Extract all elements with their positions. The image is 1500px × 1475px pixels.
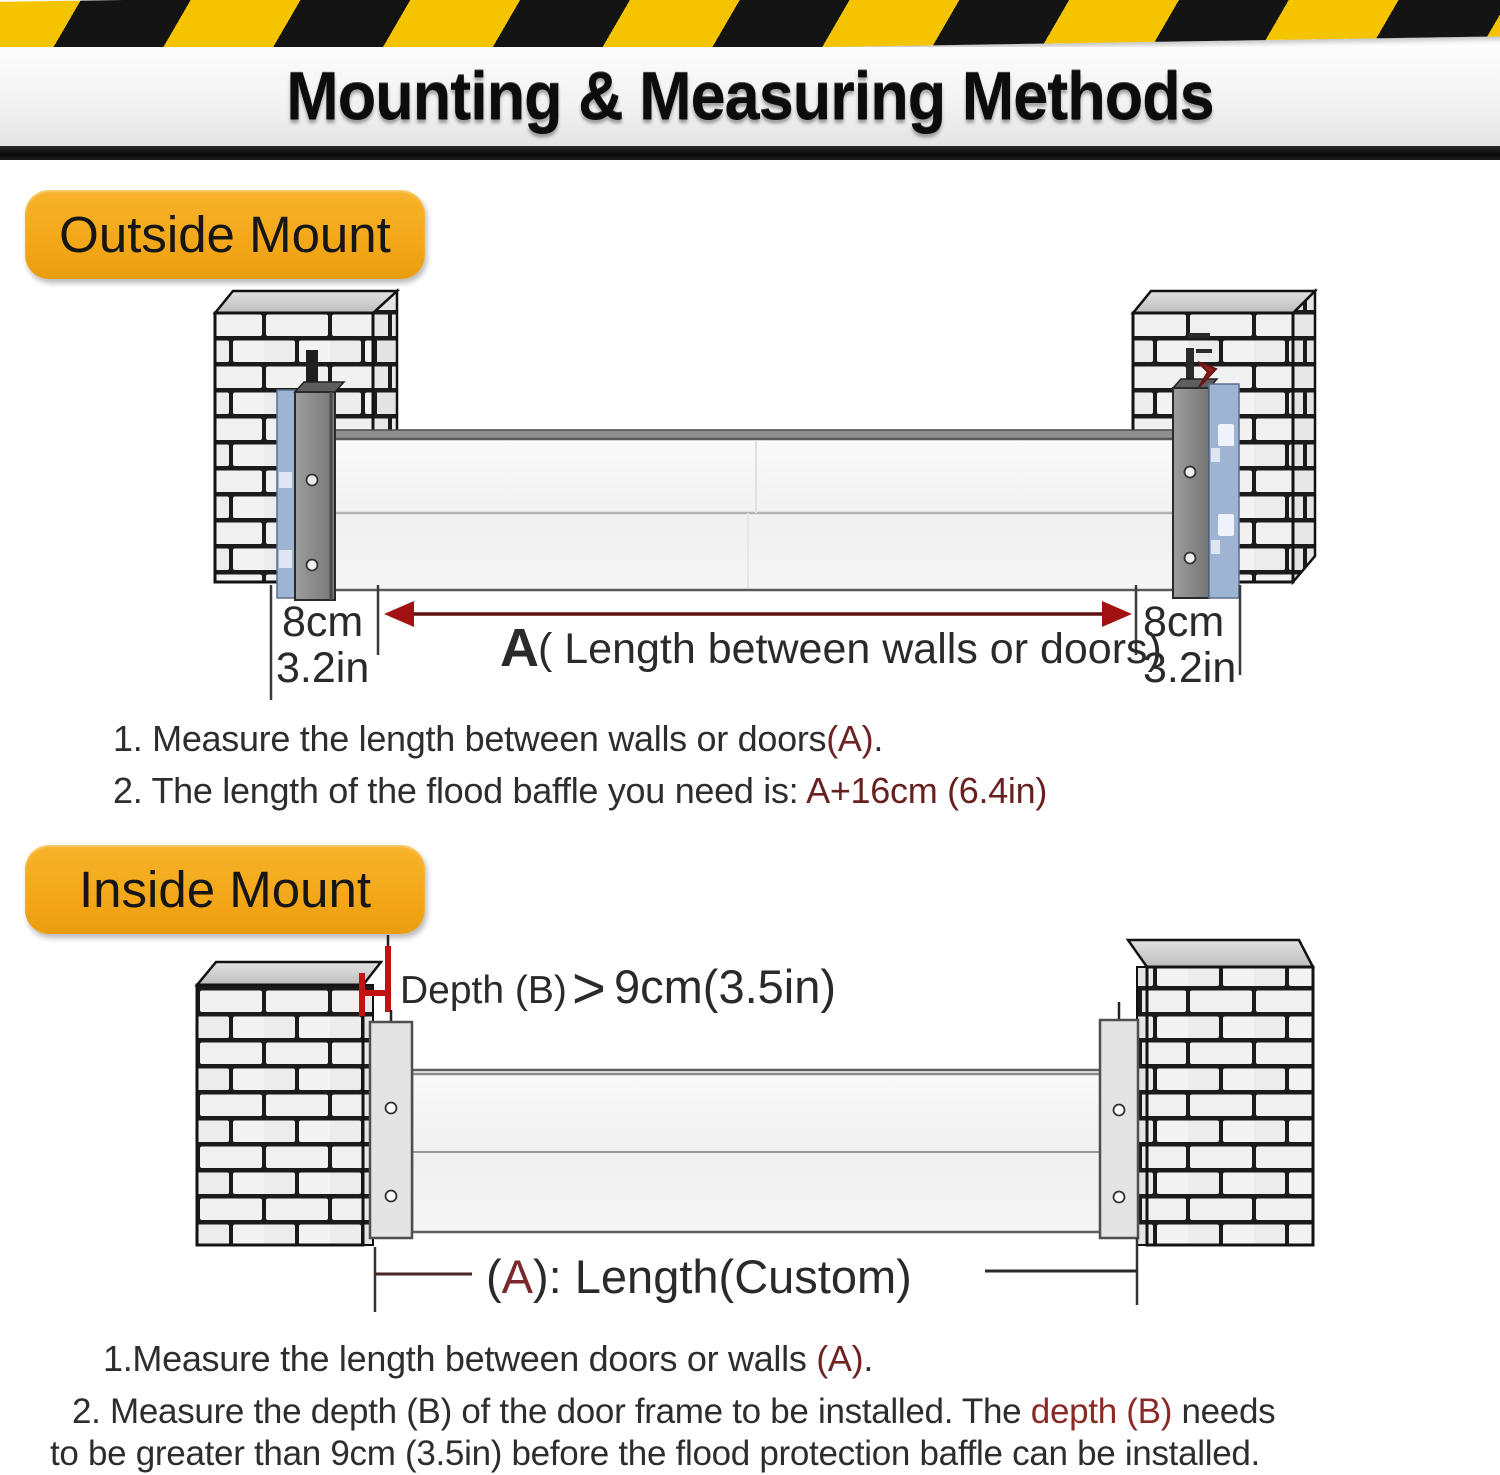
inside-mount-diagram xyxy=(0,935,1500,1320)
outside-left-seal-strip xyxy=(277,390,295,598)
outside-span-label: ( Length between walls or doors) xyxy=(538,625,1162,673)
inside-depth-gt-symbol: > xyxy=(572,956,606,1021)
outside-right-offset-cm: 8cm xyxy=(1143,598,1225,646)
outside-mount-badge xyxy=(25,190,425,279)
outside-step-2: 2. The length of the flood baffle you need is: A+16cm (6.4in) xyxy=(113,770,1048,811)
inside-length-label: (A): Length(Custom) xyxy=(486,1250,912,1303)
inside-mount-badge xyxy=(25,845,425,934)
inside-left-brick-pillar xyxy=(197,962,381,1245)
inside-right-channel-bracket xyxy=(1100,1002,1138,1238)
inside-depth-label: Depth (B) xyxy=(400,969,567,1012)
header-divider-bar xyxy=(0,146,1500,160)
inside-depth-marker xyxy=(360,935,390,1016)
title-band xyxy=(0,47,1500,146)
page-title: Mounting & Measuring Methods xyxy=(286,58,1214,135)
inside-step-2-line-1: 2. Measure the depth (B) of the door frame to be installed. The depth (B) needs xyxy=(72,1392,1276,1431)
outside-flood-barrier-panel xyxy=(333,430,1175,590)
outside-right-offset-in: 3.2in xyxy=(1143,644,1237,692)
inside-step-2-line-2: to be greater than 9cm (3.5in) before the flood protection baffle can be installed. xyxy=(50,1434,1260,1473)
outside-left-offset-cm: 8cm xyxy=(282,598,364,646)
inside-mount-badge-label: Inside Mount xyxy=(78,861,371,918)
outside-right-seal-strip xyxy=(1209,384,1239,598)
outside-step-1: 1. Measure the length between walls or doors(A). xyxy=(113,718,884,759)
outside-left-offset-in: 3.2in xyxy=(276,644,370,692)
outside-span-label-a: A xyxy=(500,618,539,678)
inside-flood-barrier-panel xyxy=(412,1070,1102,1232)
inside-right-brick-pillar xyxy=(1128,940,1313,1245)
outside-mount-badge-label: Outside Mount xyxy=(59,206,391,263)
inside-left-channel-bracket xyxy=(370,1010,412,1238)
outside-mount-diagram xyxy=(0,280,1500,710)
inside-depth-value: 9cm(3.5in) xyxy=(614,960,837,1013)
inside-step-1: 1.Measure the length between doors or walls (A). xyxy=(103,1338,874,1379)
